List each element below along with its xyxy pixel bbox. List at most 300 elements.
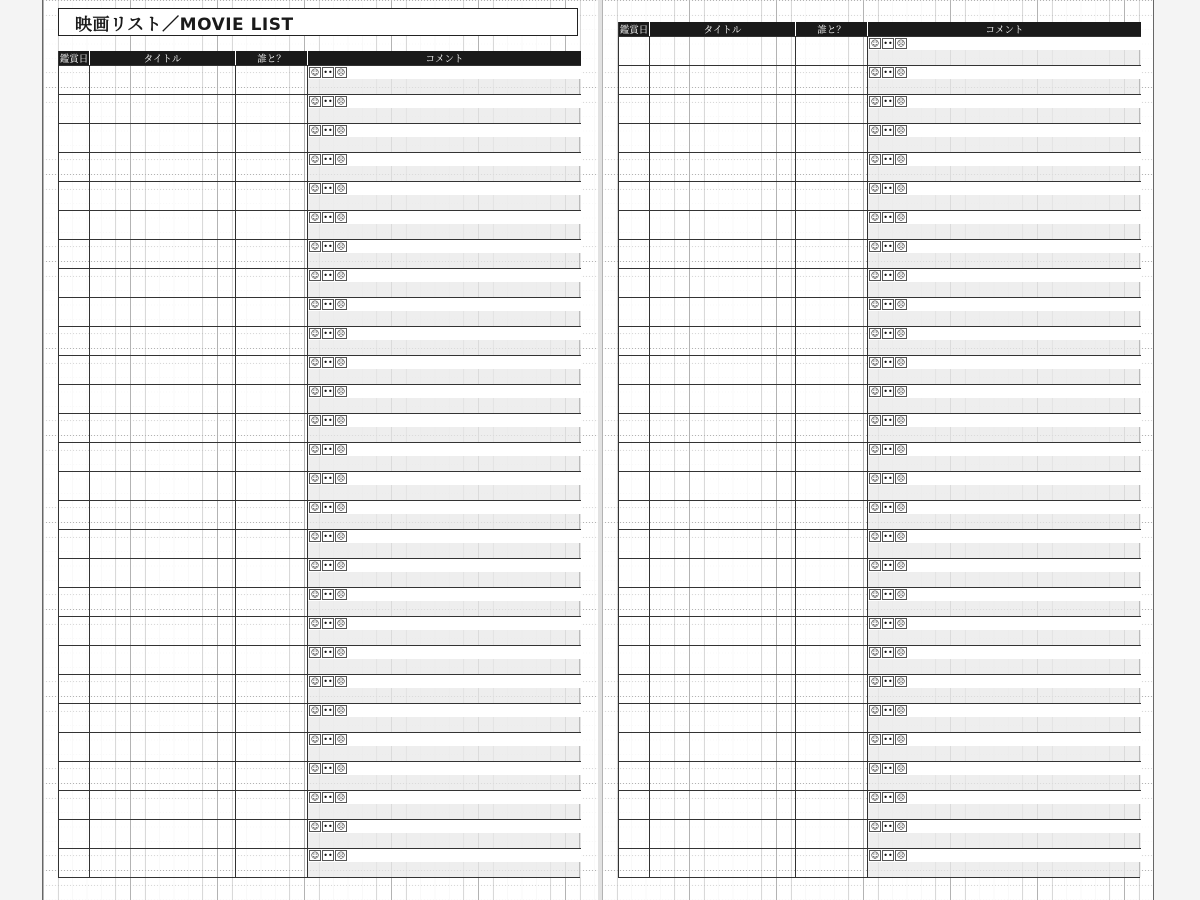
happy-face-icon[interactable]: ☺	[870, 822, 880, 831]
neutral-face-icon[interactable]: ••	[323, 68, 333, 77]
comment-cell[interactable]	[867, 529, 1141, 558]
neutral-face-icon[interactable]: ••	[323, 822, 333, 831]
happy-face-icon[interactable]: ☺	[870, 619, 880, 628]
happy-face-icon[interactable]: ☺	[870, 387, 880, 396]
with-cell[interactable]	[795, 326, 867, 355]
sad-face-icon[interactable]: ☹	[336, 619, 346, 628]
date-cell[interactable]	[59, 703, 89, 732]
title-cell[interactable]	[649, 384, 795, 413]
sad-face-icon[interactable]: ☹	[336, 590, 346, 599]
with-cell[interactable]	[235, 529, 307, 558]
sad-face-icon[interactable]: ☹	[896, 39, 906, 48]
with-cell[interactable]	[795, 152, 867, 181]
date-cell[interactable]	[59, 558, 89, 587]
date-cell[interactable]	[619, 94, 649, 123]
neutral-face-icon[interactable]: ••	[883, 735, 893, 744]
date-cell[interactable]	[59, 268, 89, 297]
date-cell[interactable]	[619, 616, 649, 645]
happy-face-icon[interactable]: ☺	[870, 445, 880, 454]
title-cell[interactable]	[89, 761, 235, 790]
neutral-face-icon[interactable]: ••	[883, 793, 893, 802]
with-cell[interactable]	[235, 326, 307, 355]
comment-cell[interactable]	[867, 123, 1141, 152]
happy-face-icon[interactable]: ☺	[870, 677, 880, 686]
happy-face-icon[interactable]: ☺	[310, 735, 320, 744]
with-cell[interactable]	[795, 442, 867, 471]
date-cell[interactable]	[619, 65, 649, 94]
comment-cell[interactable]	[867, 297, 1141, 326]
happy-face-icon[interactable]: ☺	[310, 822, 320, 831]
comment-cell[interactable]	[867, 384, 1141, 413]
comment-cell[interactable]	[307, 413, 581, 442]
date-cell[interactable]	[619, 239, 649, 268]
happy-face-icon[interactable]: ☺	[310, 590, 320, 599]
happy-face-icon[interactable]: ☺	[310, 184, 320, 193]
neutral-face-icon[interactable]: ••	[323, 590, 333, 599]
sad-face-icon[interactable]: ☹	[336, 764, 346, 773]
comment-cell[interactable]	[307, 529, 581, 558]
title-cell[interactable]	[649, 268, 795, 297]
title-cell[interactable]	[89, 123, 235, 152]
neutral-face-icon[interactable]: ••	[323, 561, 333, 570]
date-cell[interactable]	[59, 94, 89, 123]
comment-cell[interactable]	[307, 210, 581, 239]
date-cell[interactable]	[619, 819, 649, 848]
happy-face-icon[interactable]: ☺	[870, 416, 880, 425]
neutral-face-icon[interactable]: ••	[883, 126, 893, 135]
sad-face-icon[interactable]: ☹	[336, 97, 346, 106]
date-cell[interactable]	[619, 36, 649, 65]
neutral-face-icon[interactable]: ••	[883, 213, 893, 222]
title-cell[interactable]	[89, 529, 235, 558]
with-cell[interactable]	[795, 819, 867, 848]
title-cell[interactable]	[649, 152, 795, 181]
neutral-face-icon[interactable]: ••	[883, 764, 893, 773]
sad-face-icon[interactable]: ☹	[896, 184, 906, 193]
title-cell[interactable]	[649, 819, 795, 848]
neutral-face-icon[interactable]: ••	[323, 155, 333, 164]
with-cell[interactable]	[235, 587, 307, 616]
date-cell[interactable]	[59, 152, 89, 181]
sad-face-icon[interactable]: ☹	[336, 358, 346, 367]
date-cell[interactable]	[59, 616, 89, 645]
sad-face-icon[interactable]: ☹	[896, 764, 906, 773]
date-cell[interactable]	[59, 819, 89, 848]
comment-cell[interactable]	[867, 442, 1141, 471]
title-cell[interactable]	[89, 471, 235, 500]
neutral-face-icon[interactable]: ••	[323, 735, 333, 744]
date-cell[interactable]	[59, 732, 89, 761]
happy-face-icon[interactable]: ☺	[870, 532, 880, 541]
with-cell[interactable]	[795, 355, 867, 384]
sad-face-icon[interactable]: ☹	[336, 706, 346, 715]
happy-face-icon[interactable]: ☺	[870, 39, 880, 48]
date-cell[interactable]	[59, 587, 89, 616]
title-cell[interactable]	[89, 413, 235, 442]
happy-face-icon[interactable]: ☺	[310, 213, 320, 222]
date-cell[interactable]	[619, 442, 649, 471]
sad-face-icon[interactable]: ☹	[896, 503, 906, 512]
sad-face-icon[interactable]: ☹	[896, 735, 906, 744]
comment-cell[interactable]	[307, 616, 581, 645]
with-cell[interactable]	[795, 761, 867, 790]
with-cell[interactable]	[235, 384, 307, 413]
title-cell[interactable]	[649, 703, 795, 732]
happy-face-icon[interactable]: ☺	[310, 242, 320, 251]
with-cell[interactable]	[235, 500, 307, 529]
sad-face-icon[interactable]: ☹	[336, 329, 346, 338]
sad-face-icon[interactable]: ☹	[336, 68, 346, 77]
comment-cell[interactable]	[867, 732, 1141, 761]
happy-face-icon[interactable]: ☺	[310, 503, 320, 512]
title-cell[interactable]	[649, 587, 795, 616]
comment-cell[interactable]	[867, 355, 1141, 384]
comment-cell[interactable]	[867, 239, 1141, 268]
date-cell[interactable]	[619, 761, 649, 790]
with-cell[interactable]	[795, 123, 867, 152]
happy-face-icon[interactable]: ☺	[310, 764, 320, 773]
with-cell[interactable]	[795, 65, 867, 94]
title-cell[interactable]	[649, 616, 795, 645]
title-cell[interactable]	[89, 210, 235, 239]
title-cell[interactable]	[649, 500, 795, 529]
date-cell[interactable]	[59, 210, 89, 239]
sad-face-icon[interactable]: ☹	[336, 155, 346, 164]
title-cell[interactable]	[649, 761, 795, 790]
title-cell[interactable]	[89, 558, 235, 587]
happy-face-icon[interactable]: ☺	[870, 764, 880, 773]
date-cell[interactable]	[59, 181, 89, 210]
neutral-face-icon[interactable]: ••	[883, 416, 893, 425]
neutral-face-icon[interactable]: ••	[323, 416, 333, 425]
sad-face-icon[interactable]: ☹	[896, 822, 906, 831]
neutral-face-icon[interactable]: ••	[323, 706, 333, 715]
happy-face-icon[interactable]: ☺	[870, 590, 880, 599]
title-cell[interactable]	[649, 210, 795, 239]
sad-face-icon[interactable]: ☹	[896, 416, 906, 425]
with-cell[interactable]	[235, 645, 307, 674]
title-cell[interactable]	[649, 65, 795, 94]
happy-face-icon[interactable]: ☺	[310, 358, 320, 367]
date-cell[interactable]	[619, 413, 649, 442]
with-cell[interactable]	[235, 181, 307, 210]
title-cell[interactable]	[649, 94, 795, 123]
sad-face-icon[interactable]: ☹	[336, 445, 346, 454]
date-cell[interactable]	[619, 297, 649, 326]
sad-face-icon[interactable]: ☹	[336, 532, 346, 541]
happy-face-icon[interactable]: ☺	[310, 155, 320, 164]
title-cell[interactable]	[89, 268, 235, 297]
neutral-face-icon[interactable]: ••	[883, 648, 893, 657]
title-cell[interactable]	[649, 413, 795, 442]
comment-cell[interactable]	[307, 790, 581, 819]
neutral-face-icon[interactable]: ••	[883, 184, 893, 193]
sad-face-icon[interactable]: ☹	[336, 677, 346, 686]
happy-face-icon[interactable]: ☺	[870, 735, 880, 744]
title-cell[interactable]	[89, 616, 235, 645]
date-cell[interactable]	[619, 326, 649, 355]
sad-face-icon[interactable]: ☹	[896, 445, 906, 454]
sad-face-icon[interactable]: ☹	[896, 677, 906, 686]
happy-face-icon[interactable]: ☺	[310, 97, 320, 106]
with-cell[interactable]	[795, 529, 867, 558]
title-cell[interactable]	[649, 645, 795, 674]
comment-cell[interactable]	[867, 413, 1141, 442]
happy-face-icon[interactable]: ☺	[310, 387, 320, 396]
title-cell[interactable]	[649, 848, 795, 877]
date-cell[interactable]	[59, 384, 89, 413]
sad-face-icon[interactable]: ☹	[896, 300, 906, 309]
sad-face-icon[interactable]: ☹	[336, 416, 346, 425]
title-cell[interactable]	[89, 94, 235, 123]
comment-cell[interactable]	[307, 558, 581, 587]
comment-cell[interactable]	[307, 181, 581, 210]
date-cell[interactable]	[619, 529, 649, 558]
date-cell[interactable]	[59, 674, 89, 703]
comment-cell[interactable]	[307, 384, 581, 413]
comment-cell[interactable]	[867, 471, 1141, 500]
date-cell[interactable]	[59, 239, 89, 268]
comment-cell[interactable]	[307, 674, 581, 703]
date-cell[interactable]	[59, 790, 89, 819]
comment-cell[interactable]	[307, 94, 581, 123]
title-cell[interactable]	[649, 123, 795, 152]
sad-face-icon[interactable]: ☹	[336, 242, 346, 251]
with-cell[interactable]	[235, 268, 307, 297]
happy-face-icon[interactable]: ☺	[310, 619, 320, 628]
title-cell[interactable]	[89, 442, 235, 471]
sad-face-icon[interactable]: ☹	[336, 503, 346, 512]
neutral-face-icon[interactable]: ••	[883, 851, 893, 860]
comment-cell[interactable]	[307, 326, 581, 355]
happy-face-icon[interactable]: ☺	[870, 793, 880, 802]
title-cell[interactable]	[649, 239, 795, 268]
title-cell[interactable]	[89, 500, 235, 529]
comment-cell[interactable]	[307, 471, 581, 500]
date-cell[interactable]	[619, 558, 649, 587]
neutral-face-icon[interactable]: ••	[323, 242, 333, 251]
neutral-face-icon[interactable]: ••	[883, 97, 893, 106]
with-cell[interactable]	[795, 94, 867, 123]
date-cell[interactable]	[59, 326, 89, 355]
happy-face-icon[interactable]: ☺	[870, 213, 880, 222]
happy-face-icon[interactable]: ☺	[870, 97, 880, 106]
with-cell[interactable]	[235, 848, 307, 877]
comment-cell[interactable]	[307, 355, 581, 384]
title-cell[interactable]	[89, 326, 235, 355]
comment-cell[interactable]	[867, 65, 1141, 94]
with-cell[interactable]	[235, 123, 307, 152]
sad-face-icon[interactable]: ☹	[896, 213, 906, 222]
title-cell[interactable]	[649, 732, 795, 761]
neutral-face-icon[interactable]: ••	[323, 97, 333, 106]
comment-cell[interactable]	[867, 703, 1141, 732]
sad-face-icon[interactable]: ☹	[896, 271, 906, 280]
with-cell[interactable]	[235, 674, 307, 703]
with-cell[interactable]	[235, 355, 307, 384]
happy-face-icon[interactable]: ☺	[870, 68, 880, 77]
with-cell[interactable]	[235, 65, 307, 94]
with-cell[interactable]	[235, 790, 307, 819]
with-cell[interactable]	[235, 442, 307, 471]
with-cell[interactable]	[235, 471, 307, 500]
neutral-face-icon[interactable]: ••	[883, 271, 893, 280]
date-cell[interactable]	[619, 152, 649, 181]
date-cell[interactable]	[619, 181, 649, 210]
comment-cell[interactable]	[867, 558, 1141, 587]
date-cell[interactable]	[59, 645, 89, 674]
neutral-face-icon[interactable]: ••	[323, 851, 333, 860]
sad-face-icon[interactable]: ☹	[896, 242, 906, 251]
with-cell[interactable]	[235, 297, 307, 326]
sad-face-icon[interactable]: ☹	[896, 155, 906, 164]
neutral-face-icon[interactable]: ••	[883, 532, 893, 541]
date-cell[interactable]	[59, 297, 89, 326]
with-cell[interactable]	[795, 587, 867, 616]
with-cell[interactable]	[795, 645, 867, 674]
neutral-face-icon[interactable]: ••	[883, 39, 893, 48]
sad-face-icon[interactable]: ☹	[896, 532, 906, 541]
with-cell[interactable]	[795, 616, 867, 645]
neutral-face-icon[interactable]: ••	[323, 648, 333, 657]
with-cell[interactable]	[795, 384, 867, 413]
neutral-face-icon[interactable]: ••	[883, 300, 893, 309]
sad-face-icon[interactable]: ☹	[896, 68, 906, 77]
happy-face-icon[interactable]: ☺	[870, 503, 880, 512]
date-cell[interactable]	[619, 210, 649, 239]
happy-face-icon[interactable]: ☺	[310, 532, 320, 541]
comment-cell[interactable]	[307, 239, 581, 268]
comment-cell[interactable]	[867, 268, 1141, 297]
with-cell[interactable]	[795, 239, 867, 268]
with-cell[interactable]	[795, 413, 867, 442]
comment-cell[interactable]	[307, 123, 581, 152]
neutral-face-icon[interactable]: ••	[323, 764, 333, 773]
neutral-face-icon[interactable]: ••	[883, 561, 893, 570]
comment-cell[interactable]	[867, 181, 1141, 210]
sad-face-icon[interactable]: ☹	[336, 300, 346, 309]
happy-face-icon[interactable]: ☺	[870, 851, 880, 860]
sad-face-icon[interactable]: ☹	[336, 851, 346, 860]
with-cell[interactable]	[795, 674, 867, 703]
title-cell[interactable]	[89, 65, 235, 94]
with-cell[interactable]	[235, 239, 307, 268]
happy-face-icon[interactable]: ☺	[870, 648, 880, 657]
with-cell[interactable]	[235, 152, 307, 181]
sad-face-icon[interactable]: ☹	[896, 619, 906, 628]
neutral-face-icon[interactable]: ••	[323, 387, 333, 396]
happy-face-icon[interactable]: ☺	[310, 68, 320, 77]
with-cell[interactable]	[235, 558, 307, 587]
neutral-face-icon[interactable]: ••	[323, 300, 333, 309]
date-cell[interactable]	[59, 471, 89, 500]
happy-face-icon[interactable]: ☺	[310, 561, 320, 570]
neutral-face-icon[interactable]: ••	[883, 329, 893, 338]
neutral-face-icon[interactable]: ••	[323, 532, 333, 541]
happy-face-icon[interactable]: ☺	[310, 706, 320, 715]
happy-face-icon[interactable]: ☺	[310, 300, 320, 309]
sad-face-icon[interactable]: ☹	[896, 793, 906, 802]
date-cell[interactable]	[619, 732, 649, 761]
happy-face-icon[interactable]: ☺	[870, 155, 880, 164]
sad-face-icon[interactable]: ☹	[896, 126, 906, 135]
title-cell[interactable]	[649, 442, 795, 471]
date-cell[interactable]	[59, 761, 89, 790]
title-cell[interactable]	[89, 674, 235, 703]
neutral-face-icon[interactable]: ••	[323, 677, 333, 686]
sad-face-icon[interactable]: ☹	[336, 822, 346, 831]
comment-cell[interactable]	[307, 732, 581, 761]
neutral-face-icon[interactable]: ••	[883, 619, 893, 628]
sad-face-icon[interactable]: ☹	[896, 648, 906, 657]
title-cell[interactable]	[649, 355, 795, 384]
sad-face-icon[interactable]: ☹	[336, 648, 346, 657]
neutral-face-icon[interactable]: ••	[323, 329, 333, 338]
happy-face-icon[interactable]: ☺	[870, 706, 880, 715]
sad-face-icon[interactable]: ☹	[896, 561, 906, 570]
sad-face-icon[interactable]: ☹	[336, 735, 346, 744]
comment-cell[interactable]	[867, 36, 1141, 65]
with-cell[interactable]	[235, 616, 307, 645]
neutral-face-icon[interactable]: ••	[323, 503, 333, 512]
date-cell[interactable]	[619, 355, 649, 384]
comment-cell[interactable]	[307, 587, 581, 616]
neutral-face-icon[interactable]: ••	[883, 358, 893, 367]
title-cell[interactable]	[649, 326, 795, 355]
comment-cell[interactable]	[307, 268, 581, 297]
with-cell[interactable]	[795, 558, 867, 587]
comment-cell[interactable]	[307, 848, 581, 877]
comment-cell[interactable]	[867, 819, 1141, 848]
comment-cell[interactable]	[307, 761, 581, 790]
with-cell[interactable]	[795, 36, 867, 65]
title-cell[interactable]	[649, 297, 795, 326]
neutral-face-icon[interactable]: ••	[883, 677, 893, 686]
date-cell[interactable]	[619, 645, 649, 674]
with-cell[interactable]	[235, 94, 307, 123]
neutral-face-icon[interactable]: ••	[323, 184, 333, 193]
neutral-face-icon[interactable]: ••	[323, 445, 333, 454]
sad-face-icon[interactable]: ☹	[896, 358, 906, 367]
happy-face-icon[interactable]: ☺	[870, 126, 880, 135]
sad-face-icon[interactable]: ☹	[896, 474, 906, 483]
comment-cell[interactable]	[307, 645, 581, 674]
comment-cell[interactable]	[307, 65, 581, 94]
title-cell[interactable]	[649, 790, 795, 819]
happy-face-icon[interactable]: ☺	[310, 648, 320, 657]
happy-face-icon[interactable]: ☺	[310, 416, 320, 425]
title-cell[interactable]	[89, 790, 235, 819]
neutral-face-icon[interactable]: ••	[883, 68, 893, 77]
sad-face-icon[interactable]: ☹	[896, 706, 906, 715]
happy-face-icon[interactable]: ☺	[310, 271, 320, 280]
happy-face-icon[interactable]: ☺	[310, 851, 320, 860]
date-cell[interactable]	[619, 848, 649, 877]
comment-cell[interactable]	[867, 500, 1141, 529]
sad-face-icon[interactable]: ☹	[896, 97, 906, 106]
neutral-face-icon[interactable]: ••	[883, 503, 893, 512]
date-cell[interactable]	[619, 790, 649, 819]
title-cell[interactable]	[89, 152, 235, 181]
happy-face-icon[interactable]: ☺	[870, 184, 880, 193]
neutral-face-icon[interactable]: ••	[883, 387, 893, 396]
happy-face-icon[interactable]: ☺	[870, 271, 880, 280]
date-cell[interactable]	[619, 123, 649, 152]
comment-cell[interactable]	[867, 616, 1141, 645]
comment-cell[interactable]	[867, 790, 1141, 819]
sad-face-icon[interactable]: ☹	[336, 387, 346, 396]
sad-face-icon[interactable]: ☹	[336, 213, 346, 222]
